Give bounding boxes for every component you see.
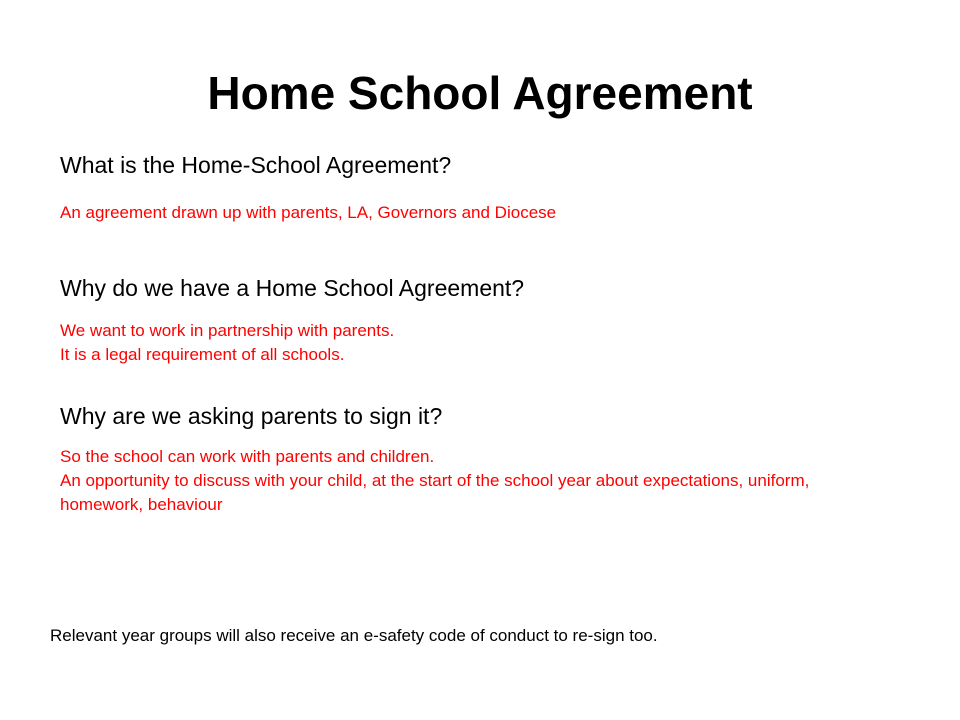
slide-footer-note: Relevant year groups will also receive an e-safety code of conduct to re-sign too. — [50, 626, 658, 645]
section-what-is-agreement — [60, 148, 860, 225]
question-what-is-agreement: What is the Home-School Agreement? — [60, 152, 452, 178]
slide-title: Home School Agreement — [207, 67, 753, 119]
answer-opportunity-to-discuss: An opportunity to discuss with your child, at the start of the school year about expectations, uniform, homework, behaviour — [60, 471, 810, 514]
section-why-have-agreement — [60, 271, 860, 367]
slide-content — [60, 148, 860, 517]
question-why-sign: Why are we asking parents to sign it? — [60, 403, 443, 429]
section-why-sign — [60, 399, 860, 517]
answer-legal-requirement: It is a legal requirement of all schools. — [60, 345, 345, 364]
answer-agreement-drawn-up: An agreement drawn up with parents, LA, Governors and Diocese — [60, 203, 557, 222]
question-why-have-agreement: Why do we have a Home School Agreement? — [60, 275, 525, 301]
answer-work-with-parents: So the school can work with parents and children. — [60, 447, 435, 466]
answer-partnership: We want to work in partnership with parents. — [60, 321, 395, 340]
